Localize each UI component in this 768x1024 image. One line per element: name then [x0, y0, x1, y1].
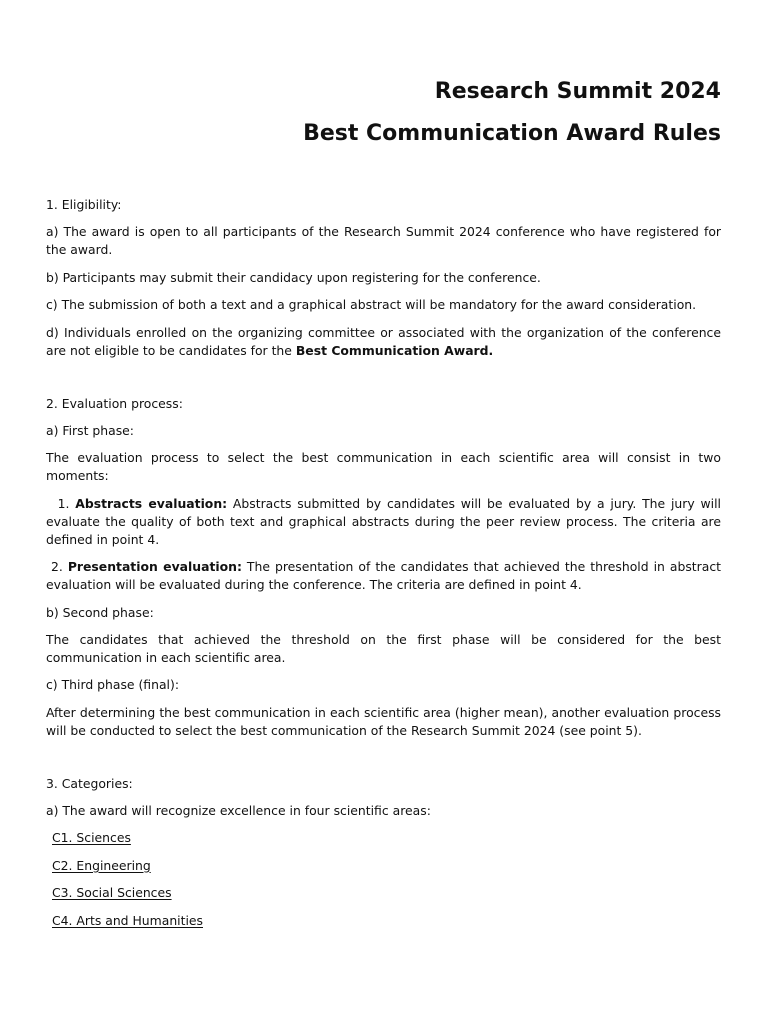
category-item: [46, 912, 721, 930]
section-heading-categories: 3. Categories:: [46, 775, 133, 791]
second-phase-heading: b) Second phase:: [46, 604, 154, 620]
category-item: [46, 857, 721, 875]
category-link-social-sciences[interactable]: C3. Social Sciences: [52, 885, 172, 901]
section-heading-evaluation: 2. Evaluation process:: [46, 395, 183, 411]
step-1-number: 1.: [46, 495, 76, 511]
category-link-arts-humanities[interactable]: C4. Arts and Humanities: [52, 912, 203, 928]
eligibility-item-d-text: d) Individuals enrolled on the organizing committee or associated with the organization of the conference are not eligible to be candidates for the: [46, 324, 721, 358]
eligibility-item-d: [46, 324, 721, 360]
category-item: [46, 884, 721, 902]
step-2-title: Presentation evaluation:: [67, 559, 242, 575]
document-subtitle: Best Communication Award Rules: [303, 121, 721, 146]
document-title: Research Summit 2024: [434, 79, 721, 104]
title-block: [46, 78, 721, 148]
step-1-text: Abstracts submitted by candidates will be evaluated by a jury. The jury will evaluate the quality of both text and graphical abstracts during the peer review process. The criteria are defined in point 4.: [46, 495, 721, 547]
step-2-number: 2.: [46, 559, 68, 575]
category-link-sciences[interactable]: C1. Sciences: [52, 830, 131, 846]
eligibility-item-c: c) The submission of both a text and a graphical abstract will be mandatory for the award consideration.: [46, 297, 697, 313]
eligibility-item-a: a) The award is open to all participants of the Research Summit 2024 conference who have registered for the award.: [46, 224, 721, 258]
first-phase-intro: The evaluation process to select the best communication in each scientific area will consist in two moments:: [46, 450, 721, 484]
eligibility-item-b: b) Participants may submit their candidacy upon registering for the conference.: [46, 269, 541, 285]
step-1-title: Abstracts evaluation:: [75, 495, 228, 511]
categories-intro: a) The award will recognize excellence in four scientific areas:: [46, 803, 431, 819]
document-body: [46, 196, 721, 930]
category-item: [46, 829, 721, 847]
category-link-engineering[interactable]: C2. Engineering: [52, 857, 151, 873]
step-2-text: The presentation of the candidates that achieved the threshold in abstract evaluation will be evaluated during the conference. The criteria are defined in point 4.: [46, 559, 722, 593]
third-phase-heading: c) Third phase (final):: [46, 677, 179, 693]
evaluation-step-1: [46, 495, 721, 549]
award-name-bold: Best Communication Award.: [295, 342, 494, 358]
first-phase-heading: a) First phase:: [46, 422, 134, 438]
third-phase-text: After determining the best communication in each scientific area (higher mean), another evaluation process will be conducted to select the best communication of the Research Summit 2024 (see point 5).: [46, 704, 721, 738]
section-heading-eligibility: 1. Eligibility:: [46, 197, 122, 212]
evaluation-step-2: [46, 558, 721, 594]
second-phase-text: The candidates that achieved the threshold on the first phase will be considered for the best communication in each scientific area.: [46, 631, 721, 665]
